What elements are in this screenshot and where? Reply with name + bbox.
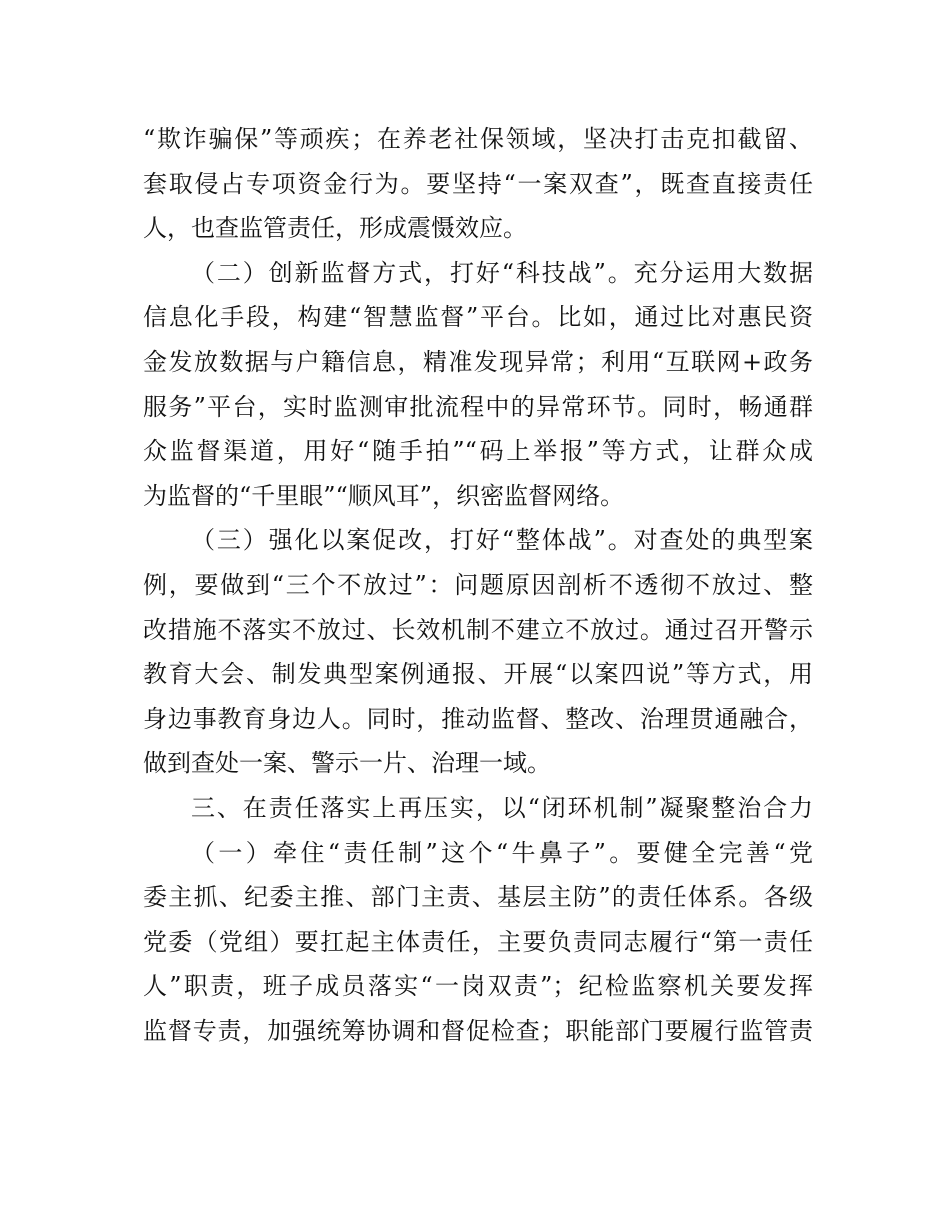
chapter-heading-line: 三、在责任落实上再压实，以“闭环机制”凝聚整治合力 (191, 793, 813, 822)
text-line: 做到查处一案、警示一片、治理一域。 (143, 749, 551, 778)
text-line: 众监督渠道，用好“随手拍”“码上举报”等方式，让群众成 (143, 437, 813, 466)
text-line: 金发放数据与户籍信息，精准发现异常；利用“互联网+政务 (143, 347, 813, 376)
text-line: 服务”平台，实时监测审批流程中的异常环节。同时，畅通群 (143, 392, 813, 421)
text-line: 人”职责，班子成员落实“一岗双责”；纪检监察机关要发挥 (143, 972, 813, 1001)
text-line: 套取侵占专项资金行为。要坚持“一案双查”，既查直接责任 (143, 169, 813, 198)
text-line: 改措施不落实不放过、长效机制不建立不放过。通过召开警示 (143, 615, 813, 644)
text-line: 党委（党组）要扛起主体责任，主要负责同志履行“第一责任 (143, 927, 813, 956)
text-line: 监督专责，加强统筹协调和督促检查；职能部门要履行监管责 (143, 1016, 813, 1045)
text-line: 身边事教育身边人。同时，推动监督、整改、治理贯通融合， (143, 704, 813, 733)
section-heading-line: （三）强化以案促改，打好“整体战”。对查处的典型案 (191, 526, 813, 555)
section-heading-line: （二）创新监督方式，打好“科技战”。充分运用大数据 (191, 258, 813, 287)
document-body (143, 117, 813, 1053)
section-heading-line: （一）牵住“责任制”这个“牛鼻子”。要健全完善“党 (191, 838, 813, 867)
text-line: 教育大会、制发典型案例通报、开展“以案四说”等方式，用 (143, 660, 813, 689)
text-line: 信息化手段，构建“智慧监督”平台。比如，通过比对惠民资 (143, 303, 813, 332)
text-line: 人，也查监管责任，形成震慑效应。 (143, 214, 527, 243)
text-line: 委主抓、纪委主推、部门主责、基层主防”的责任体系。各级 (143, 883, 813, 912)
text-line: “欺诈骗保”等顽疾；在养老社保领域，坚决打击克扣截留、 (143, 125, 813, 153)
text-line: 例，要做到“三个不放过”：问题原因剖析不透彻不放过、整 (143, 570, 813, 599)
text-line: 为监督的“千里眼”“顺风耳”，织密监督网络。 (143, 481, 625, 510)
